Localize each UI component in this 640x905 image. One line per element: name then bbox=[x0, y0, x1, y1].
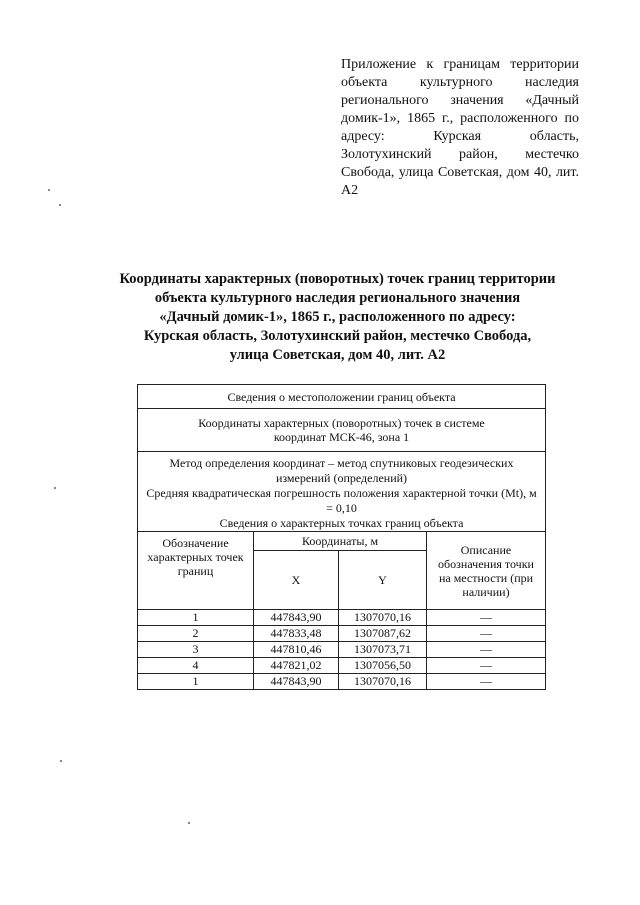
col-header-point: Обозначение характерных точек границ bbox=[138, 532, 254, 610]
coordinates-table bbox=[137, 384, 546, 690]
location-header: Сведения о местоположении границ объекта bbox=[138, 385, 546, 409]
accuracy-text: Средняя квадратическая погрешность положения характерной точки (Mt), м = 0,10 bbox=[146, 486, 537, 515]
x-cell: 447810,46 bbox=[254, 642, 339, 658]
point-cell: 2 bbox=[138, 626, 254, 642]
y-cell: 1307056,50 bbox=[339, 658, 427, 674]
scan-speck bbox=[48, 189, 50, 191]
appendix-note: Приложение к границам территории объекта культурного наследия регионального значения «Дачный домик-1», 1865 г., расположенного по адресу: Курская область, Золотухинский район, местечко Свобода, улица Советская, дом 40, лит. А2 bbox=[341, 57, 579, 198]
desc-cell: — bbox=[427, 658, 546, 674]
col-header-x: X bbox=[254, 551, 339, 610]
table-row bbox=[138, 626, 546, 642]
y-cell: 1307070,16 bbox=[339, 610, 427, 626]
points-header: Сведения о характерных точках границ объекта bbox=[219, 516, 464, 530]
title-line: улица Советская, дом 40, лит. А2 bbox=[229, 347, 446, 363]
desc-cell: — bbox=[427, 674, 546, 690]
point-cell: 3 bbox=[138, 642, 254, 658]
y-cell: 1307087,62 bbox=[339, 626, 427, 642]
title-line: Курская область, Золотухинский район, местечко Свобода, bbox=[143, 328, 532, 344]
title-line: «Дачный домик-1», 1865 г., расположенного по адресу: bbox=[159, 309, 516, 325]
title-line: Координаты характерных (поворотных) точек границ территории bbox=[119, 271, 556, 287]
title-line: объекта культурного наследия регионального значения bbox=[154, 290, 521, 306]
method-text: Метод определения координат – метод спутниковых геодезических измерений (определений) bbox=[169, 456, 514, 485]
table-row bbox=[138, 674, 546, 690]
desc-cell: — bbox=[427, 610, 546, 626]
col-header-coords: Координаты, м bbox=[254, 532, 427, 551]
desc-cell: — bbox=[427, 626, 546, 642]
col-header-desc: Описание обозначения точки на местности (при наличии) bbox=[427, 532, 546, 610]
scan-speck bbox=[59, 204, 61, 206]
x-cell: 447843,90 bbox=[254, 610, 339, 626]
x-cell: 447833,48 bbox=[254, 626, 339, 642]
method-cell bbox=[138, 452, 546, 532]
table-row bbox=[138, 610, 546, 626]
scan-speck bbox=[54, 487, 56, 489]
scan-speck bbox=[188, 822, 190, 824]
table-row bbox=[138, 658, 546, 674]
y-cell: 1307073,71 bbox=[339, 642, 427, 658]
desc-cell: — bbox=[427, 642, 546, 658]
point-cell: 1 bbox=[138, 610, 254, 626]
table-row bbox=[138, 642, 546, 658]
x-cell: 447843,90 bbox=[254, 674, 339, 690]
scan-speck bbox=[60, 760, 62, 762]
document-title bbox=[100, 270, 575, 365]
col-header-y: Y bbox=[339, 551, 427, 610]
point-cell: 4 bbox=[138, 658, 254, 674]
point-cell: 1 bbox=[138, 674, 254, 690]
coord-system-cell: Координаты характерных (поворотных) точек в системе координат МСК-46, зона 1 bbox=[138, 409, 546, 452]
y-cell: 1307070,16 bbox=[339, 674, 427, 690]
x-cell: 447821,02 bbox=[254, 658, 339, 674]
